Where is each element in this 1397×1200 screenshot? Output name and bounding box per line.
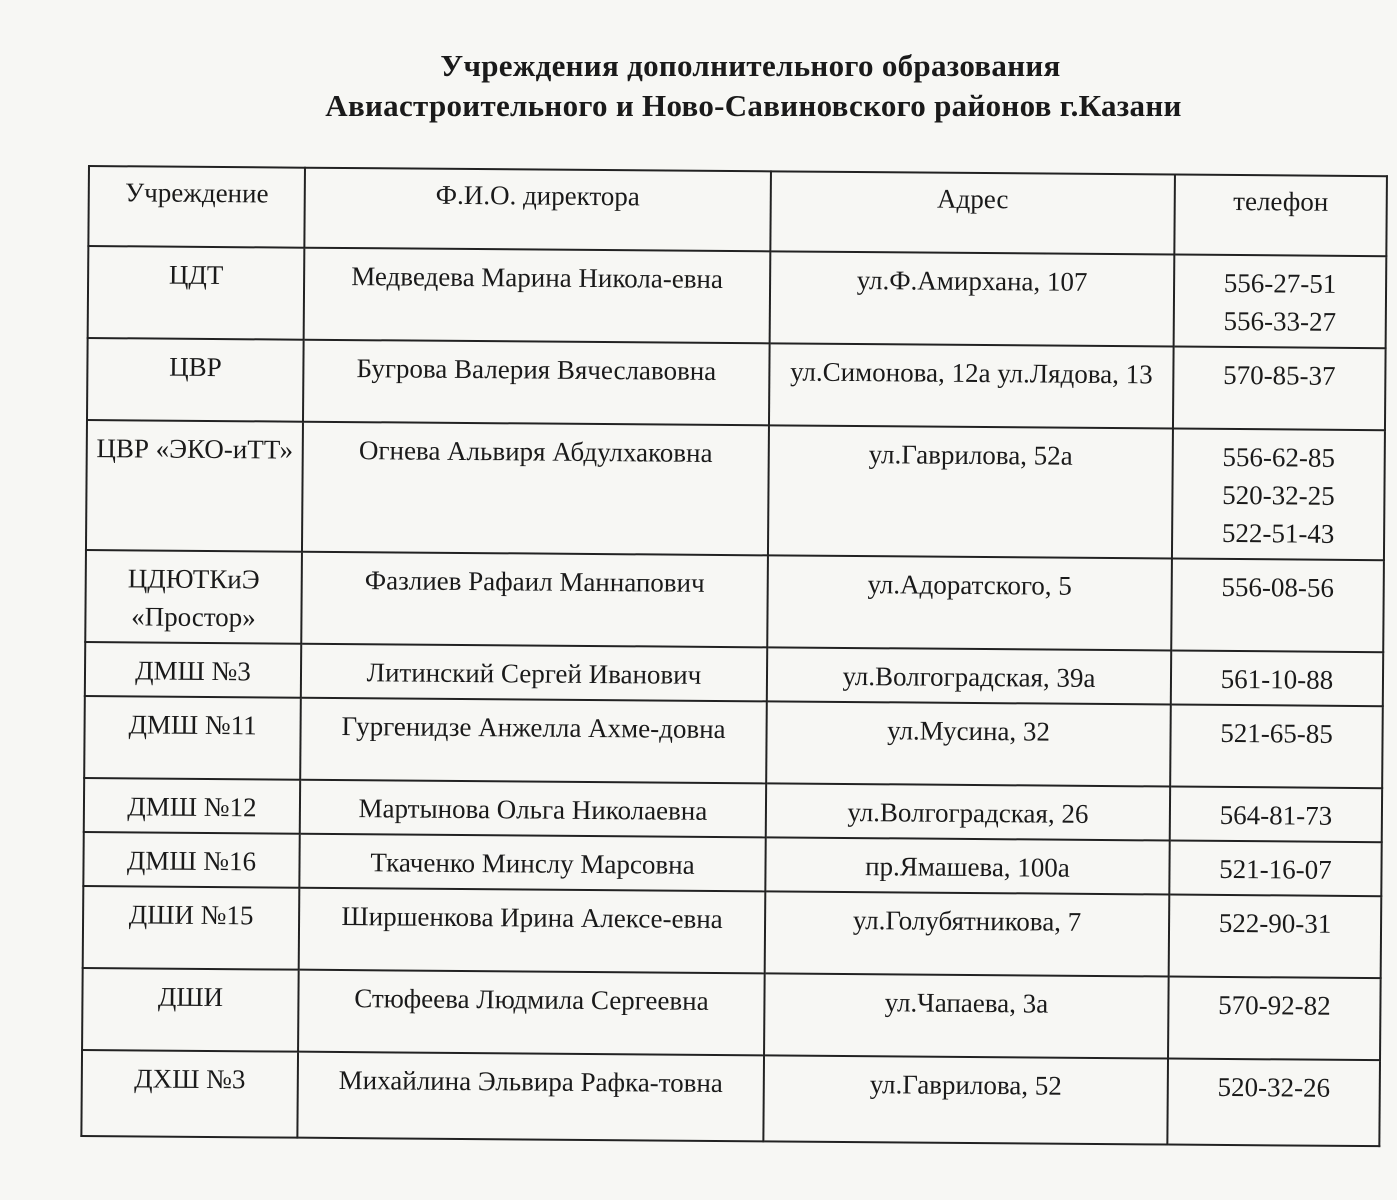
institution-cell xyxy=(85,642,301,698)
phone-cell xyxy=(1168,977,1381,1061)
address-cell-text: ул.Мусина, 32 xyxy=(887,715,1051,747)
phone-number: 556-27-51 xyxy=(1223,267,1337,299)
phone-number: 561-10-88 xyxy=(1220,663,1334,695)
phone-cell xyxy=(1170,787,1382,843)
director-cell-text: Медведева Марина Никола-евна xyxy=(351,261,724,294)
document-title-line-2: Авиастроительного и Ново-Савиновского районов г.Казани xyxy=(325,88,1182,123)
address-cell-text: ул.Чапаева, 3а xyxy=(884,987,1049,1019)
address-cell xyxy=(768,425,1173,558)
director-cell-text: Ширшенкова Ирина Алексе-евна xyxy=(341,901,723,935)
phone-cell xyxy=(1171,651,1383,707)
table-row xyxy=(87,338,1386,430)
header-institution: Учреждение xyxy=(88,166,305,248)
institution-cell-text: ЦВР xyxy=(169,351,222,383)
institution-cell xyxy=(84,778,300,834)
director-cell xyxy=(302,422,769,556)
table-header-row xyxy=(88,166,1387,256)
director-cell xyxy=(301,644,767,702)
document-title-line-1: Учреждения дополнительного образования xyxy=(440,48,1061,83)
phone-number: 522-90-31 xyxy=(1218,907,1332,939)
phone-number: 570-92-82 xyxy=(1218,989,1331,1021)
phone-number: 564-81-73 xyxy=(1219,799,1333,831)
director-cell-text: Михайлина Эльвира Рафка-товна xyxy=(338,1064,723,1099)
phone-number: 570-85-37 xyxy=(1223,359,1336,391)
institution-cell xyxy=(85,550,302,644)
phone-number: 556-62-85 xyxy=(1222,441,1336,473)
phone-number: 520-32-26 xyxy=(1217,1071,1331,1103)
phone-cell xyxy=(1170,705,1383,789)
table-row xyxy=(84,696,1383,788)
director-cell xyxy=(301,552,768,648)
address-cell-text: ул.Ф.Амирхана, 107 xyxy=(856,265,1088,297)
phone-number: 556-33-27 xyxy=(1223,305,1337,337)
address-cell xyxy=(766,783,1170,840)
table-row xyxy=(81,1050,1380,1146)
institution-cell-text: ЦВР «ЭКО-иТТ» xyxy=(96,433,294,465)
address-cell xyxy=(770,251,1175,346)
director-cell-text: Ткаченко Минслу Марсовна xyxy=(370,847,695,880)
address-cell xyxy=(764,973,1169,1058)
director-cell-text: Огнева Альвиря Абдулхаковна xyxy=(358,435,713,468)
institution-cell-text: ЦДТ xyxy=(168,259,224,291)
institution-cell-text: ДМШ №12 xyxy=(127,791,257,823)
director-cell xyxy=(300,698,767,784)
phone-number: 556-08-56 xyxy=(1221,571,1335,603)
institution-cell xyxy=(83,886,300,970)
header-address: Адрес xyxy=(770,171,1175,254)
director-cell xyxy=(298,970,765,1056)
phone-number: 520-32-25 xyxy=(1222,479,1335,511)
address-cell-text: пр.Ямашева, 100а xyxy=(865,851,1070,883)
address-cell xyxy=(765,837,1169,894)
phone-cell xyxy=(1167,1059,1380,1147)
institution-cell xyxy=(84,696,301,780)
phone-cell xyxy=(1174,255,1387,349)
phone-cell xyxy=(1173,347,1386,431)
institution-cell xyxy=(88,246,305,340)
institution-cell-text: ДХШ №3 xyxy=(134,1063,246,1095)
address-cell-text: ул.Гаврилова, 52а xyxy=(868,439,1073,471)
phone-cell xyxy=(1171,559,1384,653)
address-cell-text: ул.Гаврилова, 52 xyxy=(869,1069,1062,1101)
director-cell xyxy=(300,780,766,838)
table-row xyxy=(86,420,1385,560)
address-cell xyxy=(769,343,1174,428)
director-cell-text: Фазлиев Рафаил Маннапович xyxy=(364,565,705,598)
table-row xyxy=(83,886,1382,978)
director-cell xyxy=(297,1052,764,1142)
institution-cell-text: ДМШ №11 xyxy=(128,709,257,741)
phone-cell xyxy=(1169,841,1381,897)
address-cell xyxy=(766,701,1171,786)
address-cell xyxy=(767,555,1172,650)
institution-cell-text: ДШИ xyxy=(157,981,224,1013)
director-cell-text: Гургенидзе Анжелла Ахме-довна xyxy=(341,711,726,745)
institution-cell xyxy=(82,968,299,1052)
institution-cell-text: ДМШ №16 xyxy=(126,845,257,877)
institution-cell xyxy=(81,1050,298,1138)
address-cell xyxy=(765,891,1170,976)
director-cell-text: Мартынова Ольга Николаевна xyxy=(358,793,708,826)
table-row xyxy=(82,968,1381,1060)
table-row xyxy=(85,550,1384,652)
institution-cell xyxy=(86,420,303,552)
institution-cell-text: ДШИ №15 xyxy=(128,899,254,931)
director-cell xyxy=(303,340,770,426)
phone-cell xyxy=(1169,895,1382,979)
institutions-table xyxy=(80,165,1388,1147)
director-cell xyxy=(299,888,766,974)
address-cell-text: ул.Волгоградская, 39а xyxy=(842,660,1096,693)
address-cell-text: ул.Волгоградская, 26 xyxy=(847,796,1089,829)
address-cell xyxy=(763,1055,1168,1144)
director-cell-text: Литинский Сергей Иванович xyxy=(366,657,702,690)
address-cell xyxy=(767,647,1171,704)
phone-number: 522-51-43 xyxy=(1221,517,1335,549)
phone-cell xyxy=(1172,429,1385,561)
address-cell-text: ул.Голубятникова, 7 xyxy=(852,905,1082,937)
institution-cell xyxy=(83,832,299,888)
address-cell-text: ул.Симонова, 12а ул.Лядова, 13 xyxy=(790,356,1153,390)
institution-cell xyxy=(87,338,304,422)
institution-cell-text: ДМШ №3 xyxy=(135,655,251,687)
phone-number: 521-16-07 xyxy=(1219,853,1332,885)
table-row xyxy=(88,246,1387,348)
director-cell xyxy=(299,834,765,892)
institution-cell-text: ЦДЮТКиЭ «Простор» xyxy=(127,563,260,633)
phone-number: 521-65-85 xyxy=(1220,717,1333,749)
header-phone: телефон xyxy=(1174,175,1387,257)
director-cell xyxy=(304,248,771,344)
address-cell-text: ул.Адоратского, 5 xyxy=(867,569,1072,601)
table-body xyxy=(81,246,1386,1146)
director-cell-text: Бугрова Валерия Вячеславовна xyxy=(356,353,717,386)
header-director: Ф.И.О. директора xyxy=(304,168,771,252)
director-cell-text: Стюфеева Людмила Сергеевна xyxy=(354,983,709,1016)
